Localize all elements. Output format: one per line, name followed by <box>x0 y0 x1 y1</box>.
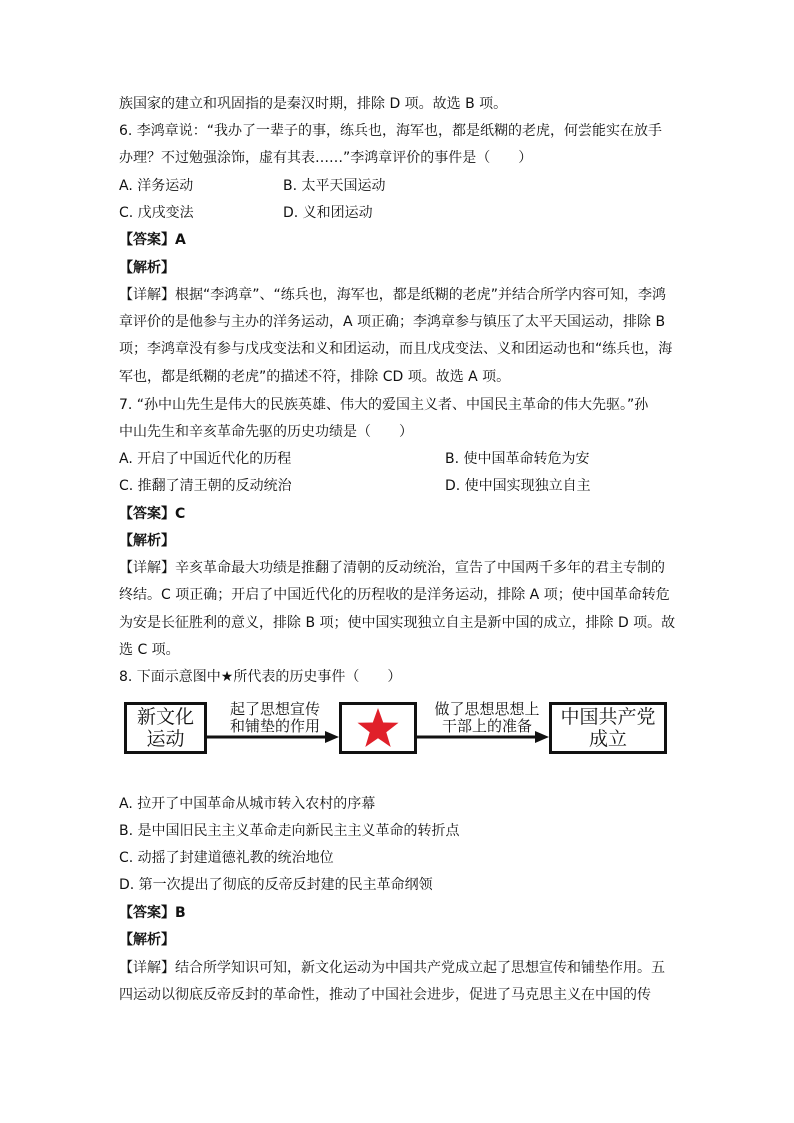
question-7-stem: 7. “孙中山先生是伟大的民族英雄、伟大的爱国主义者、中国民主革命的伟大先驱。”孙 <box>119 397 649 413</box>
box-star-event <box>339 702 417 754</box>
option-d: D. 第一次提出了彻底的反帝反封建的民主革命纲领 <box>119 877 433 893</box>
option-a: A. 开启了中国近代化的历程 <box>119 451 292 467</box>
star-icon <box>356 707 400 749</box>
question-8-stem: 8. 下面示意图中★所代表的历史事件（ ） <box>119 669 402 685</box>
detail-text: 章评价的是他参与主办的洋务运动，A 项正确；李鸿章参与镇压了太平天国运动，排除 B <box>119 314 666 330</box>
detail-text: 选 C 项。 <box>119 642 180 658</box>
option-c: C. 推翻了清王朝的反动统治 <box>119 478 292 494</box>
box-new-culture-movement <box>124 702 207 754</box>
question-7-stem: 中山先生和辛亥革命先驱的历史功绩是（ ） <box>119 424 413 440</box>
arrow-label-line: 和铺垫的作用 <box>229 717 320 735</box>
analysis-label: 【解析】 <box>119 260 175 276</box>
detail-text: 军也，都是纸糊的老虎”的描述不符，排除 CD 项。故选 A 项。 <box>119 369 511 385</box>
flow-diagram <box>124 697 672 761</box>
box-label: 中国共产党 <box>560 706 656 728</box>
arrow-label-line: 干部上的准备 <box>441 717 532 735</box>
option-d: D. 义和团运动 <box>283 205 373 221</box>
option-c: C. 动摇了封建道德礼教的统治地位 <box>119 850 334 866</box>
option-b: B. 太平天国运动 <box>283 178 386 194</box>
box-ccp-founded <box>549 702 667 754</box>
detail-text: 【详解】根据“李鸿章”、“练兵也，海军也，都是纸糊的老虎”并结合所学内容可知，李鸿 <box>119 287 667 303</box>
answer-label: 【答案】A <box>119 232 186 248</box>
option-c: C. 戊戌变法 <box>119 205 194 221</box>
box-label: 运动 <box>146 728 185 750</box>
answer-label: 【答案】C <box>119 506 186 522</box>
option-a: A. 拉开了中国革命从城市转入农村的序幕 <box>119 796 376 812</box>
option-b: B. 是中国旧民主主义革命走向新民主主义革命的转折点 <box>119 823 460 839</box>
option-b: B. 使中国革命转危为安 <box>445 451 590 467</box>
detail-text: 项；李鸿章没有参与戊戌变法和义和团运动，而且戊戌变法、义和团运动也和“练兵也，海 <box>119 341 673 357</box>
detail-text: 【详解】辛亥革命最大功绩是推翻了清朝的反动统治，宣告了中国两千多年的君主专制的 <box>119 560 665 576</box>
option-a: A. 洋务运动 <box>119 178 194 194</box>
option-d: D. 使中国实现独立自主 <box>445 478 591 494</box>
analysis-label: 【解析】 <box>119 533 175 549</box>
arrow-1 <box>207 730 339 744</box>
box-label: 成立 <box>588 728 627 750</box>
detail-text: 【详解】结合所学知识可知，新文化运动为中国共产党成立起了思想宣传和铺垫作用。五 <box>119 960 665 976</box>
question-6-stem: 6. 李鸿章说：“我办了一辈子的事，练兵也，海军也，都是纸糊的老虎，何尝能实在放手 <box>119 123 663 139</box>
analysis-label: 【解析】 <box>119 932 175 948</box>
arrow-label-line: 起了思想宣传 <box>229 700 320 718</box>
arrow-2 <box>417 730 549 744</box>
question-6-stem: 办理？不过勉强涂饰，虚有其表……”李鸿章评价的事件是（ ） <box>119 150 533 166</box>
detail-text: 四运动以彻底反帝反封的革命性，推动了中国社会进步，促进了马克思主义在中国的传 <box>119 987 651 1003</box>
answer-label: 【答案】B <box>119 905 186 921</box>
box-label: 新文化 <box>136 706 194 728</box>
detail-text: 为安是长征胜利的意义，排除 B 项；使中国实现独立自主是新中国的成立，排除 D 项。故 <box>119 615 676 631</box>
detail-text: 终结。C 项正确；开启了中国近代化的历程收的是洋务运动，排除 A 项；使中国革命转危 <box>119 587 670 603</box>
text-line: 族国家的建立和巩固指的是秦汉时期，排除 D 项。故选 B 项。 <box>119 96 508 112</box>
arrow-label-line: 做了思想思想上 <box>434 700 540 718</box>
